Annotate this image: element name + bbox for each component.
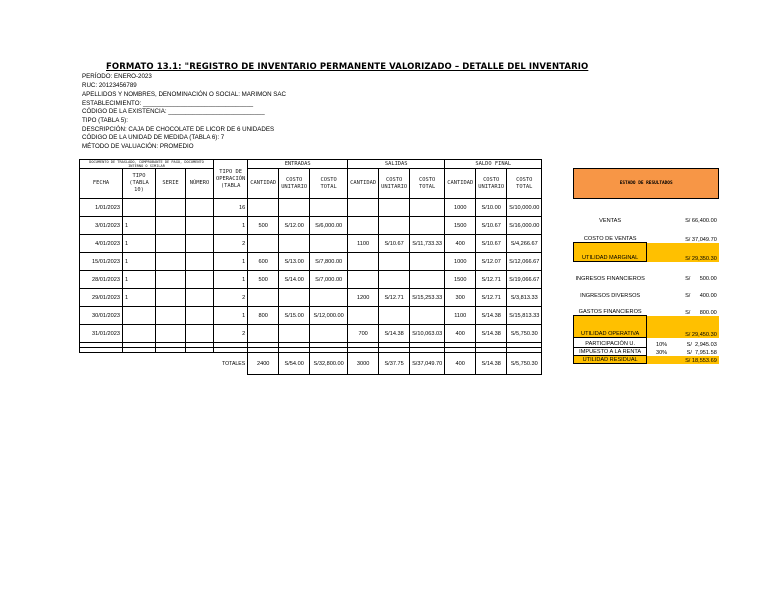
inventory-cell bbox=[410, 253, 445, 271]
estado-value: S/ 29,450.30 bbox=[676, 316, 719, 338]
inventory-cell: 4/01/2023 bbox=[80, 235, 123, 253]
inventory-cell bbox=[156, 199, 186, 217]
total-saldo-cantidad: 400 bbox=[445, 353, 476, 375]
estado-value: S/ 7,951.58 bbox=[686, 349, 717, 356]
inventory-cell: S/6,000.00 bbox=[310, 217, 348, 235]
periodo-line: PERÍODO: ENERO-2023 bbox=[82, 73, 152, 80]
document-title: FORMATO 13.1: "REGISTRO DE INVENTARIO PERMANENTE VALORIZADO – DETALLE DEL INVENTARIO bbox=[106, 62, 589, 72]
inventory-cell: S/16,000.00 bbox=[507, 217, 542, 235]
inventory-cell bbox=[186, 217, 214, 235]
inventory-cell bbox=[410, 217, 445, 235]
estado-row bbox=[574, 348, 719, 356]
unidad-medida-line: CÓDIGO DE LA UNIDAD DE MEDIDA (TABLA 6): 7 bbox=[82, 134, 225, 141]
inventory-cell: S/10,000.00 bbox=[507, 199, 542, 217]
metodo-valuacion-line: MÉTODO DE VALUACIÓN: PROMEDIO bbox=[82, 143, 194, 150]
inventory-cell: S/10,063.03 bbox=[410, 325, 445, 343]
inventory-cell: 31/01/2023 bbox=[80, 325, 123, 343]
estado-row bbox=[574, 316, 719, 338]
inventory-cell: S/12.07 bbox=[476, 253, 507, 271]
inventory-cell: 400 bbox=[445, 325, 476, 343]
estado-pct bbox=[647, 356, 676, 364]
estado-value: S/ 2,945.03 bbox=[686, 341, 717, 348]
inventory-cell: 300 bbox=[445, 289, 476, 307]
inventory-cell bbox=[156, 217, 186, 235]
inventory-cell: S/7,000.00 bbox=[310, 271, 348, 289]
inventory-cell bbox=[379, 199, 410, 217]
inventory-cell bbox=[279, 325, 310, 343]
inventory-cell bbox=[279, 199, 310, 217]
inventory-cell: S/10.67 bbox=[476, 235, 507, 253]
inventory-cell: S/13.00 bbox=[279, 253, 310, 271]
inventory-cell: 1/01/2023 bbox=[80, 199, 123, 217]
entradas-header: ENTRADAS bbox=[248, 160, 348, 169]
inventory-row bbox=[80, 325, 542, 343]
inventory-cell bbox=[310, 289, 348, 307]
inventory-row bbox=[80, 199, 542, 217]
inventory-cell bbox=[310, 235, 348, 253]
entrada-costo-unitario-header: COSTO UNITARIO bbox=[279, 169, 310, 199]
estado-pct bbox=[647, 243, 676, 262]
estado-label: GASTOS FINANCIEROS bbox=[578, 309, 642, 315]
estado-label: UTILIDAD OPERATIVA bbox=[574, 316, 647, 338]
inventory-cell bbox=[279, 289, 310, 307]
inventory-cell: 400 bbox=[445, 235, 476, 253]
totales-label: TOTALES bbox=[222, 360, 246, 367]
entrada-cantidad-header: CANTIDAD bbox=[248, 169, 279, 199]
inventory-cell: S/12,066.67 bbox=[507, 253, 542, 271]
inventory-cell: 1 bbox=[214, 217, 248, 235]
total-salida-costo-unitario: S/37.75 bbox=[379, 353, 410, 375]
inventory-cell: 700 bbox=[348, 325, 379, 343]
inventory-cell: 500 bbox=[248, 271, 279, 289]
descripcion-line: DESCRIPCIÓN: CAJA DE CHOCOLATE DE LICOR DE 6 UNIDADES bbox=[82, 126, 275, 133]
inventory-cell bbox=[379, 217, 410, 235]
estado-value: S/ 800.00 bbox=[685, 309, 717, 316]
total-saldo-costo-unitario: S/14.38 bbox=[476, 353, 507, 375]
inventory-cell bbox=[186, 325, 214, 343]
inventory-cell: 600 bbox=[248, 253, 279, 271]
estado-label: IMPUESTO A LA RENTA bbox=[574, 348, 647, 356]
inventory-cell bbox=[156, 235, 186, 253]
saldo-costo-total-header: COSTO TOTAL bbox=[507, 169, 542, 199]
inventory-cell: 800 bbox=[248, 307, 279, 325]
inventory-cell bbox=[410, 271, 445, 289]
inventory-cell: 16 bbox=[214, 199, 248, 217]
inventory-cell: S/12.71 bbox=[476, 289, 507, 307]
inventory-cell bbox=[348, 199, 379, 217]
inventory-cell bbox=[379, 271, 410, 289]
inventory-cell bbox=[186, 253, 214, 271]
estado-value: S/ 500.00 bbox=[685, 275, 717, 282]
saldo-final-header: SALDO FINAL bbox=[445, 160, 542, 169]
estado-row bbox=[574, 338, 719, 348]
inventory-row bbox=[80, 217, 542, 235]
inventory-cell: S/5,750.30 bbox=[507, 325, 542, 343]
inventory-cell: S/12.71 bbox=[476, 271, 507, 289]
total-entrada-costo-total: S/32,800.00 bbox=[310, 353, 348, 375]
total-entrada-cantidad: 2400 bbox=[248, 353, 279, 375]
total-saldo-costo-total: S/5,750.30 bbox=[507, 353, 542, 375]
estado-value: S/ 29,350.30 bbox=[676, 243, 719, 262]
estado-label: UTILIDAD MARGINAL bbox=[574, 243, 647, 262]
inventory-cell: S/12.00 bbox=[279, 217, 310, 235]
inventory-row bbox=[80, 289, 542, 307]
inventory-cell bbox=[156, 289, 186, 307]
estado-pct: 30% bbox=[655, 349, 668, 356]
inventory-cell: S/15.00 bbox=[279, 307, 310, 325]
estado-value: S/ 18,553.69 bbox=[676, 356, 719, 364]
total-entrada-costo-unitario: S/54.00 bbox=[279, 353, 310, 375]
inventory-cell bbox=[348, 217, 379, 235]
inventory-cell bbox=[310, 325, 348, 343]
inventory-cell: 29/01/2023 bbox=[80, 289, 123, 307]
entrada-costo-total-header: COSTO TOTAL bbox=[310, 169, 348, 199]
inventory-cell bbox=[348, 253, 379, 271]
inventory-cell: 1 bbox=[123, 271, 156, 289]
estado-pct bbox=[647, 224, 676, 243]
estado-row bbox=[574, 356, 719, 364]
inventory-cell: 1100 bbox=[348, 235, 379, 253]
estado-value: S/ 66,400.00 bbox=[685, 217, 717, 224]
inventory-cell bbox=[156, 253, 186, 271]
inventory-cell bbox=[186, 199, 214, 217]
inventory-cell bbox=[156, 271, 186, 289]
inventory-cell: 1000 bbox=[445, 253, 476, 271]
inventory-cell bbox=[279, 235, 310, 253]
estado-value: S/ 37,049.70 bbox=[685, 236, 717, 243]
inventory-cell: 1500 bbox=[445, 271, 476, 289]
inventory-cell: S/14.38 bbox=[476, 307, 507, 325]
inventory-cell: 30/01/2023 bbox=[80, 307, 123, 325]
inventory-cell bbox=[123, 199, 156, 217]
inventory-cell: 1 bbox=[214, 253, 248, 271]
estado-row bbox=[574, 224, 719, 243]
estado-label: PARTICIPACIÓN U. bbox=[574, 338, 647, 348]
tipo-line: TIPO (TABLA 5): bbox=[82, 117, 128, 124]
estado-row bbox=[574, 282, 719, 299]
estado-label: INGRESOS FINANCIEROS bbox=[575, 275, 645, 282]
inventory-cell: 1100 bbox=[445, 307, 476, 325]
estado-pct: 10% bbox=[655, 341, 668, 348]
inventory-table bbox=[79, 159, 542, 375]
inventory-cell: S/3,813.33 bbox=[507, 289, 542, 307]
inventory-cell: 2 bbox=[214, 325, 248, 343]
salidas-header: SALIDAS bbox=[348, 160, 445, 169]
estado-value: S/ 400.00 bbox=[685, 292, 717, 299]
serie-header: SERIE bbox=[156, 169, 186, 199]
inventory-row bbox=[80, 235, 542, 253]
inventory-cell bbox=[123, 325, 156, 343]
inventory-cell: S/11,733.33 bbox=[410, 235, 445, 253]
inventory-cell: 3/01/2023 bbox=[80, 217, 123, 235]
inventory-cell: 1 bbox=[123, 235, 156, 253]
inventory-cell bbox=[123, 307, 156, 325]
fecha-header: FECHA bbox=[80, 169, 123, 199]
inventory-cell: 1 bbox=[214, 307, 248, 325]
inventory-cell bbox=[248, 199, 279, 217]
inventory-cell bbox=[156, 325, 186, 343]
inventory-cell: 500 bbox=[248, 217, 279, 235]
inventory-cell: 1 bbox=[214, 271, 248, 289]
saldo-costo-unitario-header: COSTO UNITARIO bbox=[476, 169, 507, 199]
estado-pct bbox=[647, 299, 676, 316]
estado-label: INGRESOS DIVERSOS bbox=[580, 292, 641, 299]
codigo-existencia-line: CÓDIGO DE LA EXISTENCIA: ____________________________ bbox=[82, 108, 265, 115]
estado-pct bbox=[647, 282, 676, 299]
estado-row bbox=[574, 299, 719, 316]
inventory-cell: S/10.00 bbox=[476, 199, 507, 217]
inventory-cell bbox=[186, 235, 214, 253]
inventory-row bbox=[80, 271, 542, 289]
estado-row bbox=[574, 199, 719, 224]
inventory-cell: 15/01/2023 bbox=[80, 253, 123, 271]
numero-header: NÚMERO bbox=[186, 169, 214, 199]
estado-resultados-title: ESTADO DE RESULTADOS bbox=[574, 169, 719, 199]
ruc-line: RUC: 20123456789 bbox=[82, 82, 137, 89]
total-salida-cantidad: 3000 bbox=[348, 353, 379, 375]
inventory-cell bbox=[348, 271, 379, 289]
saldo-cantidad-header: CANTIDAD bbox=[445, 169, 476, 199]
inventory-cell: S/10.67 bbox=[476, 217, 507, 235]
inventory-cell bbox=[379, 307, 410, 325]
inventory-cell bbox=[186, 289, 214, 307]
inventory-cell: S/10.67 bbox=[379, 235, 410, 253]
inventory-cell: S/15,813.33 bbox=[507, 307, 542, 325]
estado-pct bbox=[647, 199, 676, 224]
inventory-cell: 2 bbox=[214, 235, 248, 253]
estado-row bbox=[574, 262, 719, 282]
inventory-cell: 1 bbox=[123, 289, 156, 307]
inventory-cell: 1 bbox=[123, 217, 156, 235]
inventory-cell: 2 bbox=[214, 289, 248, 307]
establecimiento-line: ESTABLECIMIENTO: ________________________________ bbox=[82, 100, 254, 107]
inventory-cell: S/19,066.67 bbox=[507, 271, 542, 289]
inventory-cell: S/14.38 bbox=[379, 325, 410, 343]
estado-label: COSTO DE VENTAS bbox=[583, 236, 637, 242]
inventory-row bbox=[80, 253, 542, 271]
salida-costo-total-header: COSTO TOTAL bbox=[410, 169, 445, 199]
inventory-cell: S/4,266.67 bbox=[507, 235, 542, 253]
estado-row bbox=[574, 243, 719, 262]
tipo-tabla-header: TIPO (TABLA 10) bbox=[123, 169, 156, 199]
total-salida-costo-total: S/37,049.70 bbox=[410, 353, 445, 375]
inventory-cell bbox=[348, 307, 379, 325]
salida-cantidad-header: CANTIDAD bbox=[348, 169, 379, 199]
inventory-cell: 1000 bbox=[445, 199, 476, 217]
razon-social-line: APELLIDOS Y NOMBRES, DENOMINACIÓN O SOCIAL: MARIMON SAC bbox=[82, 91, 286, 98]
inventory-cell bbox=[186, 307, 214, 325]
inventory-cell bbox=[410, 307, 445, 325]
estado-resultados-table bbox=[573, 168, 719, 364]
inventory-cell: S/14.38 bbox=[476, 325, 507, 343]
inventory-cell: 28/01/2023 bbox=[80, 271, 123, 289]
inventory-cell: 1200 bbox=[348, 289, 379, 307]
inventory-cell bbox=[248, 325, 279, 343]
estado-pct bbox=[647, 316, 676, 338]
inventory-cell: S/14.00 bbox=[279, 271, 310, 289]
estado-label: VENTAS bbox=[599, 217, 622, 224]
inventory-cell: S/7,800.00 bbox=[310, 253, 348, 271]
inventory-row bbox=[80, 307, 542, 325]
inventory-cell: S/12.71 bbox=[379, 289, 410, 307]
salida-costo-unitario-header: COSTO UNITARIO bbox=[379, 169, 410, 199]
inventory-cell: S/12,000.00 bbox=[310, 307, 348, 325]
inventory-cell bbox=[310, 199, 348, 217]
inventory-cell: S/15,253.33 bbox=[410, 289, 445, 307]
tipo-operacion-header: TIPO DE OPERACIÓN (TABLA bbox=[214, 160, 248, 199]
inventory-cell bbox=[156, 307, 186, 325]
inventory-cell bbox=[379, 253, 410, 271]
estado-pct bbox=[647, 262, 676, 282]
inventory-cell bbox=[248, 235, 279, 253]
estado-label: UTILIDAD RESIDUAL bbox=[574, 356, 647, 364]
inventory-cell bbox=[186, 271, 214, 289]
inventory-cell: 1 bbox=[123, 253, 156, 271]
inventory-cell bbox=[248, 289, 279, 307]
doc-header: DOCUMENTO DE TRASLADO, COMPROBANTE DE PAGO, DOCUMENTO INTERNO O SIMILAR bbox=[80, 160, 214, 169]
inventory-cell: 1500 bbox=[445, 217, 476, 235]
inventory-cell bbox=[410, 199, 445, 217]
